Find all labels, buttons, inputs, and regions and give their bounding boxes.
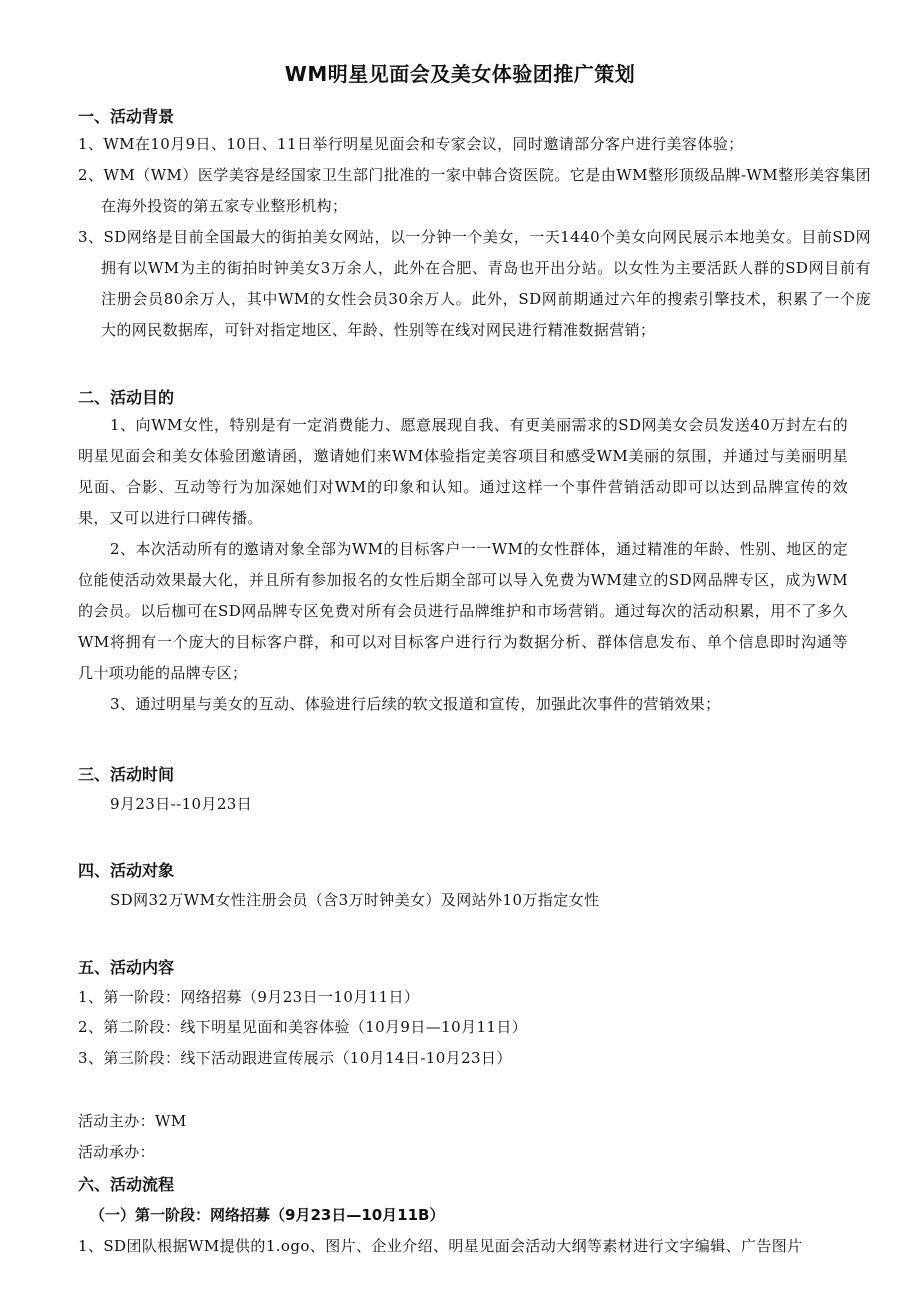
background-item-1: 1、WM在10月9日、10日、11日举行明星见面会和专家会议，同时邀请部分客户进行美容体验； [78,135,744,153]
background-item-3: 3、SD网络是目前全国最大的街拍美女网站，以一分钟一个美女，一天1440个美女向网民展示本地美女。目前SD网拥有以WM为主的街拍时钟美女3万余人，此外在合肥、青岛也开出分站。以女性为主要活跃人群的SD网目前有注册会员80余万人，其中WM的女性会员30余万人。此外，SD网前期通过六年的搜索引擎技术，积累了一个庞大的网民数据库，可针对指定地区、年龄、性别等在线对网民进行精准数据营销； [78,228,871,339]
activity-host: 活动主办：WM [78,1112,187,1130]
document-title: WM明星见面会及美女体验团推广策划 [284,62,636,86]
purpose-paragraph-1: 1、向WM女性，特别是有一定消费能力、愿意展现自我、有更美丽需求的SD网美女会员发送40万封左右的明星见面会和美女体验团邀请函，邀请她们来WM体验指定美容项目和感受WM美丽的氛围，并通过与美丽明星见面、合影、互动等行为加深她们对WM的印象和认知。通过这样一个事件营销活动即可以达到品牌宣传的效果，又可以进行口碑传播。 [78,416,848,527]
background-item-2: 2、WM（WM）医学美容是经国家卫生部门批准的一家中韩合资医院。它是由WM整形顶级品牌-WM整形美容集团在海外投资的第五家专业整形机构； [78,166,871,215]
content-stage-1: 1、第一阶段：网络招募（9月23日一10月11日） [78,988,420,1006]
background-list [78,129,871,346]
section-heading-audience: 四、活动对象 [78,861,175,880]
process-stage-1-heading: （一）第一阶段：网络招募（9月23日—10月11B） [90,1206,445,1224]
purpose-paragraph-2: 2、本次活动所有的邀请对象全部为WM的目标客户一一WM的女性群体，通过精准的年龄、性别、地区的定位能使活动效果最大化，并且所有参加报名的女性后期全部可以导入免费为WM建立的SD网品牌专区，成为WM的会员。以后枷可在SD网品牌专区免费对所有会员进行品牌维护和市场营销。通过每次的活动积累，用不了多久WM将拥有一个庞大的目标客户群，和可以对目标客户进行行为数据分析、群体信息发布、单个信息即时沟通等几十项功能的品牌专区； [78,540,848,682]
section-heading-background: 一、活动背景 [78,107,175,126]
activity-time: 9月23日--10月23日 [110,795,253,813]
activity-audience: SD网32万WM女性注册会员（含3万时钟美女）及网站外10万指定女性 [110,891,600,909]
content-stage-2: 2、第二阶段：线下明星见面和美容体验（10月9日—10月11日） [78,1018,528,1036]
section-heading-purpose: 二、活动目的 [78,388,175,407]
section-heading-time: 三、活动时间 [78,765,175,784]
section-heading-process: 六、活动流程 [78,1175,175,1194]
purpose-paragraph-3: 3、通过明星与美女的互动、体验进行后续的软文报道和宣传，加强此次事件的营销效果； [110,695,721,713]
process-stage-1-item-1: 1、SD团队根据WM提供的1.ogo、图片、企业介绍、明星见面会活动大纲等素材进行文字编辑、广告图片 [78,1237,803,1255]
section-heading-content: 五、活动内容 [78,958,175,977]
purpose-list [78,410,848,720]
activity-undertaker: 活动承办： [78,1143,156,1161]
content-stage-3: 3、第三阶段：线下活动跟进宣传展示（10月14日-10月23日） [78,1049,512,1067]
